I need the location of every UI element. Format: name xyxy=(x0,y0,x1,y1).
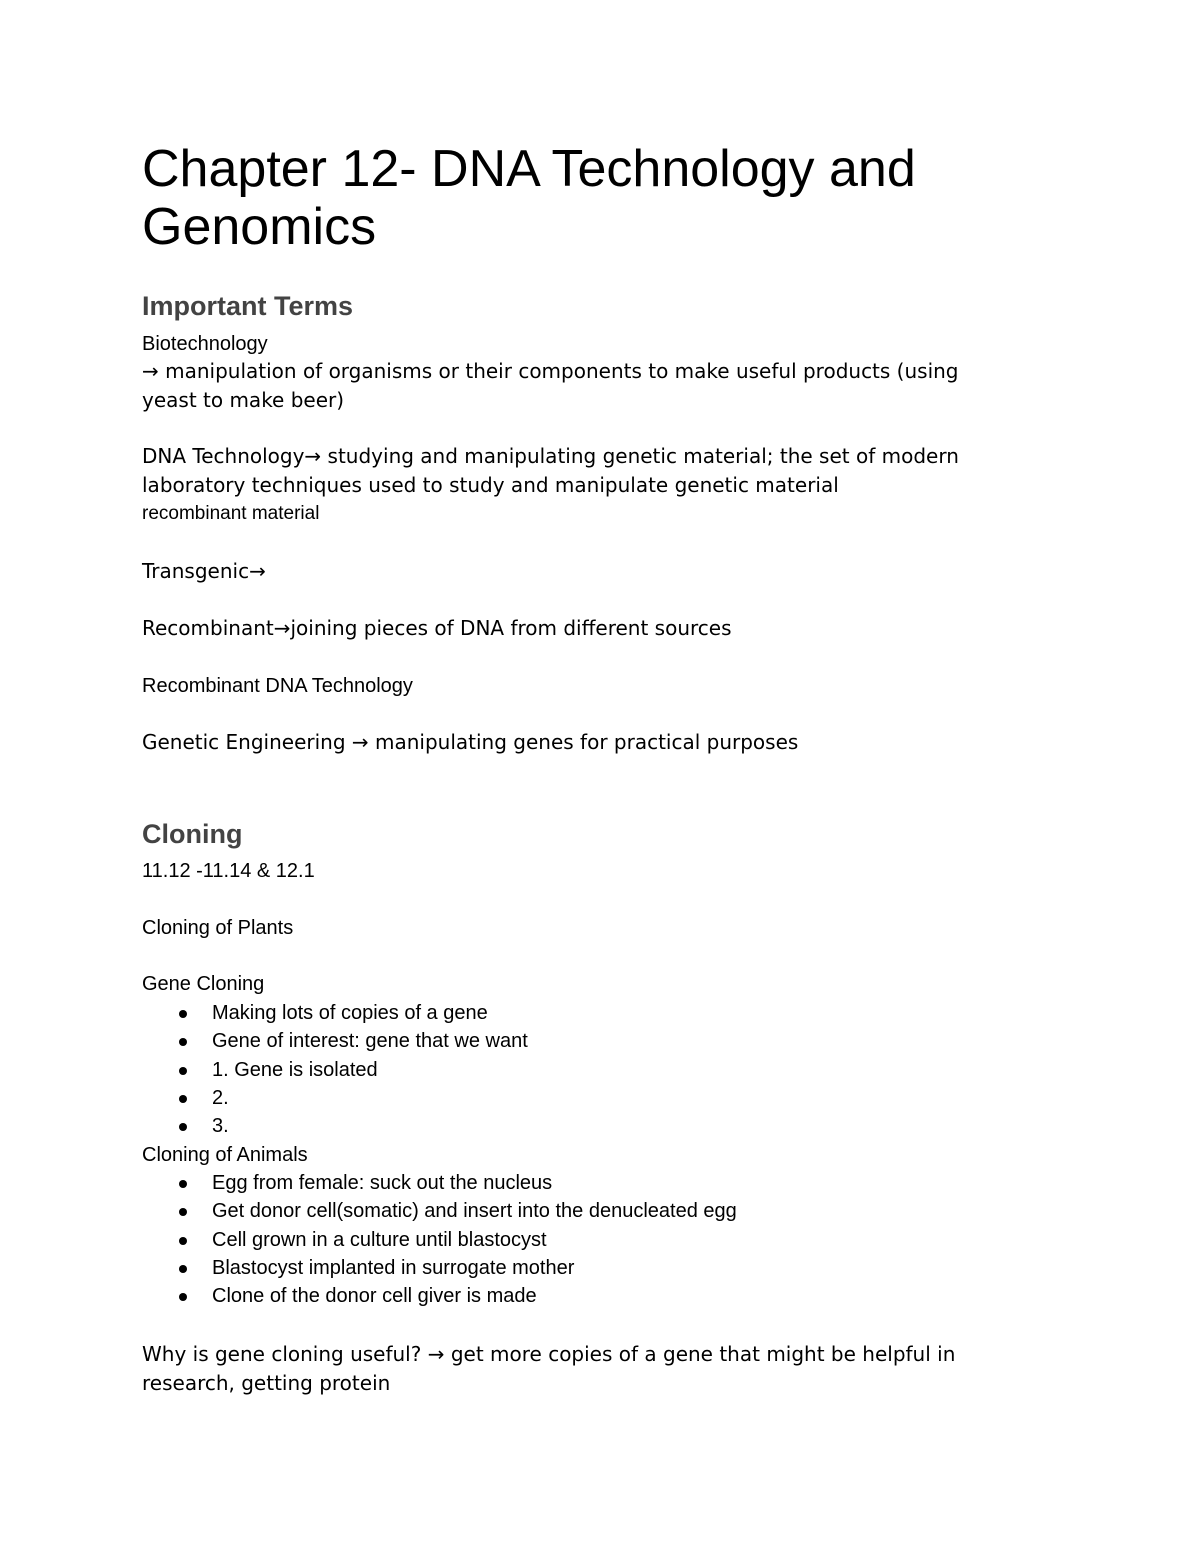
why-gene-cloning-line-2: research, getting protein xyxy=(142,1371,391,1395)
biotechnology-term: Biotechnology xyxy=(142,333,268,355)
dna-technology-line-2: laboratory techniques used to study and manipulate genetic material xyxy=(142,473,839,497)
cloning-heading: Cloning xyxy=(142,819,243,849)
bullet-icon xyxy=(179,1180,187,1188)
list-item: Clone of the donor cell giver is made xyxy=(142,1282,1042,1310)
bullet-icon xyxy=(179,1265,187,1273)
why-gene-cloning-line-1: Why is gene cloning useful? → get more copies of a gene that might be helpful in xyxy=(142,1342,956,1366)
list-item: 3. xyxy=(142,1112,1042,1140)
transgenic-term: Transgenic→ xyxy=(142,559,266,583)
gene-cloning-label: Gene Cloning xyxy=(142,973,265,995)
dna-technology-line-1: DNA Technology→ studying and manipulating genetic material; the set of modern xyxy=(142,444,959,468)
bullet-icon xyxy=(179,1123,187,1131)
bullet-icon xyxy=(179,1067,187,1075)
list-item: Cell grown in a culture until blastocyst xyxy=(142,1226,1042,1254)
cloning-of-animals-label: Cloning of Animals xyxy=(142,1144,308,1166)
list-item: 2. xyxy=(142,1084,1042,1112)
recombinant-dna-technology-term: Recombinant DNA Technology xyxy=(142,675,413,697)
page-title: Chapter 12- DNA Technology and Genomics xyxy=(142,140,916,256)
genetic-engineering-term: Genetic Engineering → manipulating genes for practical purposes xyxy=(142,730,799,754)
bullet-icon xyxy=(179,1010,187,1018)
bullet-icon xyxy=(179,1038,187,1046)
list-item: Blastocyst implanted in surrogate mother xyxy=(142,1254,1042,1282)
bullet-icon xyxy=(179,1208,187,1216)
list-item: Making lots of copies of a gene xyxy=(142,999,1042,1027)
cloning-of-plants: Cloning of Plants xyxy=(142,917,294,939)
recombinant-material: recombinant material xyxy=(142,503,320,524)
bullet-icon xyxy=(179,1095,187,1103)
list-item: 1. Gene is isolated xyxy=(142,1056,1042,1084)
recombinant-term: Recombinant→joining pieces of DNA from different sources xyxy=(142,616,732,640)
biotechnology-definition-line-1: → manipulation of organisms or their components to make useful products (using xyxy=(142,359,959,383)
biotechnology-definition-line-2: yeast to make beer) xyxy=(142,388,345,412)
cloning-of-animals-list xyxy=(142,1169,1042,1310)
list-item: Get donor cell(somatic) and insert into the denucleated egg xyxy=(142,1197,1042,1225)
list-item: Egg from female: suck out the nucleus xyxy=(142,1169,1042,1197)
list-item: Gene of interest: gene that we want xyxy=(142,1027,1042,1055)
gene-cloning-list xyxy=(142,999,1042,1140)
bullet-icon xyxy=(179,1237,187,1245)
important-terms-heading: Important Terms xyxy=(142,291,354,321)
bullet-icon xyxy=(179,1293,187,1301)
cloning-section-reference: 11.12 -11.14 & 12.1 xyxy=(142,860,315,882)
